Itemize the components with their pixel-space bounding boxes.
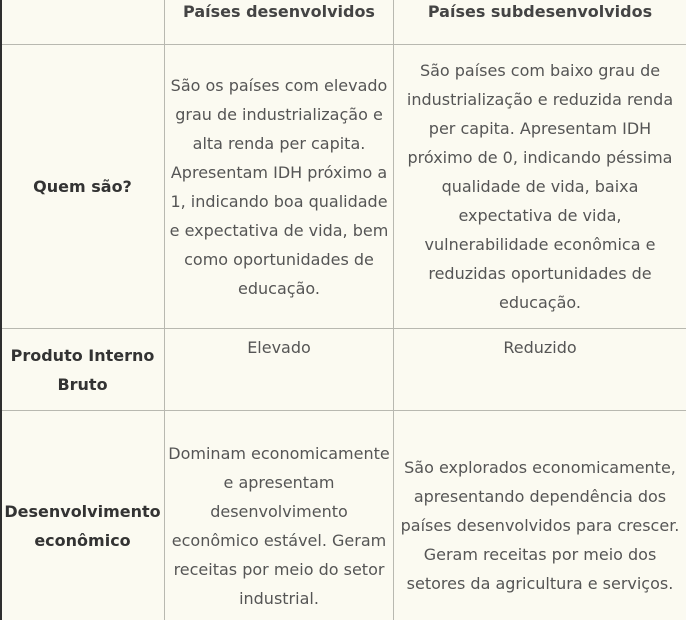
header-corner-cell	[1, 0, 165, 45]
header-underdeveloped: Países subdesenvolvidos	[394, 0, 687, 45]
cell-who-underdeveloped: São países com baixo grau de industrialização e reduzida renda per capita. Apresentam IDH próximo de 0, indicando péssima qualidade de vida, baixa expectativa de vida, vulnerabilidade econômica e reduzidas oportunidades de educação.	[394, 45, 687, 329]
table-row	[1, 329, 687, 411]
left-border	[0, 0, 2, 620]
row-label-who: Quem são?	[1, 45, 165, 329]
cell-economic-underdeveloped: São explorados economicamente, apresentando dependência dos países desenvolvidos para crescer. Geram receitas por meio dos setores da agricultura e serviços.	[394, 411, 687, 620]
table-row	[1, 411, 687, 620]
table-row	[1, 45, 687, 329]
table-header-row	[1, 0, 687, 45]
cell-gdp-underdeveloped: Reduzido	[394, 329, 687, 411]
cell-gdp-developed: Elevado	[165, 329, 394, 411]
cell-economic-developed: Dominam economicamente e apresentam desenvolvimento econômico estável. Geram receitas por meio do setor industrial.	[165, 411, 394, 620]
right-margin	[686, 0, 691, 620]
row-label-economic-development: Desenvolvimento econômico	[1, 411, 165, 620]
row-label-gdp: Produto Interno Bruto	[1, 329, 165, 411]
header-developed: Países desenvolvidos	[165, 0, 394, 45]
cell-who-developed: São os países com elevado grau de industrialização e alta renda per capita. Apresentam IDH próximo a 1, indicando boa qualidade e expectativa de vida, bem como oportunidades de educação.	[165, 45, 394, 329]
